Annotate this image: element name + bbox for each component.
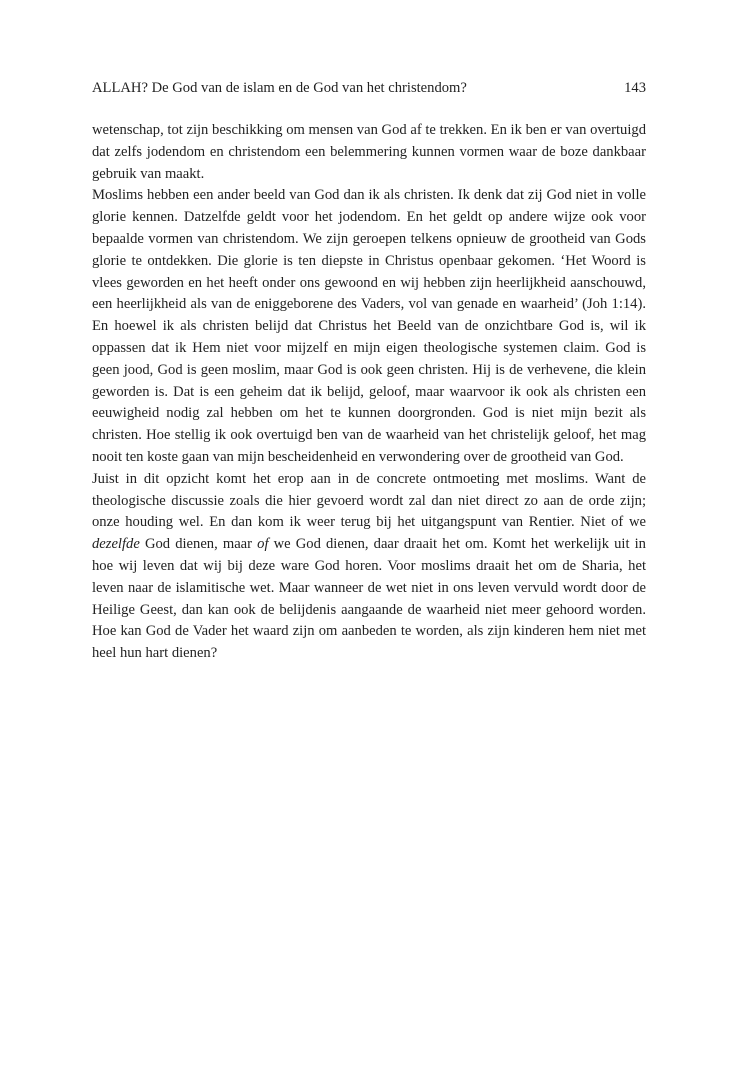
- page-number: 143: [624, 80, 646, 96]
- paragraph-3: [92, 469, 646, 665]
- paragraph-1-text: wetenschap, tot zijn beschikking om mensen van God af te trekken. En ik ben er van overtuigd dat zelfs jodendom en christendom een belemmering kunnen vormen waar de boze dankbaar gebruik van maakt.: [92, 122, 646, 182]
- emphasis-of: of: [257, 536, 269, 553]
- paragraph-3-text-a: Juist in dit opzicht komt het erop aan in de concrete ontmoeting met moslims. Want de theologische discussie zoals die hier gevoerd wordt zal dan niet direct zo aan de orde zijn; onze houding wel. En dan kom ik weer terug bij het uitgangspunt van Rentier. Niet of we: [92, 470, 646, 531]
- paragraph-2-text: Moslims hebben een ander beeld van God dan ik als christen. Ik denk dat zij God niet in volle glorie kennen. Datzelfde geldt voor het jodendom. En het geldt op andere wijze ook voor bepaalde vormen van christendom. We zijn geroepen telkens opnieuw de grootheid van Gods glorie te ontdekken. Die glorie is ten diepste in Christus openbaar gekomen. ‘Het Woord is vlees geworden en het heeft onder ons gewoond en wij hebben zijn heerlijkheid aanschouwd, een heerlijkheid als van de eniggeborene des Vaders, vol van genade en waarheid’ (Joh 1:14). En hoewel ik als christen belijd dat Christus het Beeld van de onzichtbare God is, wil ik oppassen dat ik Hem niet voor mijzelf en mijn eigen theologische systemen claim. God is geen jood, God is geen moslim, maar God is ook geen christen. Hij is de verhevene, die klein geworden is. Dat is een geheim dat ik belijd, geloof, maar waarvoor ik ook als christen een eeuwigheid nodig zal hebben om het te kunnen doorgronden. God is niet mijn bezit als christen. Hoe stellig ik ook overtuigd ben van de waarheid van het christelijk geloof, het mag nooit ten koste gaan van mijn bescheidenheid en verwondering over de grootheid van God.: [92, 187, 646, 465]
- paragraph-3-text-c: we God dienen, daar draait het om. Komt het werkelijk uit in hoe wij leven dat wij bij deze ware God horen. Voor moslims draait het om de Sharia, het leven naar de islamitische wet. Maar wanneer de wet niet in ons leven vervuld wordt door de Heilige Geest, dan kan ook de belijdenis aangaande de waarheid niet meer gehoord worden. Hoe kan God de Vader het waard zijn om aanbeden te worden, als zijn kinderen hem niet met heel hun hart dienen?: [92, 536, 646, 662]
- running-head-title: ALLAH? De God van de islam en de God van het christendom?: [92, 80, 467, 96]
- running-head: [92, 77, 646, 99]
- body-text: [92, 120, 646, 665]
- paragraph-1: [92, 120, 646, 185]
- emphasis-dezelfde: dezelfde: [92, 536, 140, 553]
- paragraph-3-text-b: God dienen, maar: [139, 536, 258, 553]
- paragraph-2: [92, 185, 646, 468]
